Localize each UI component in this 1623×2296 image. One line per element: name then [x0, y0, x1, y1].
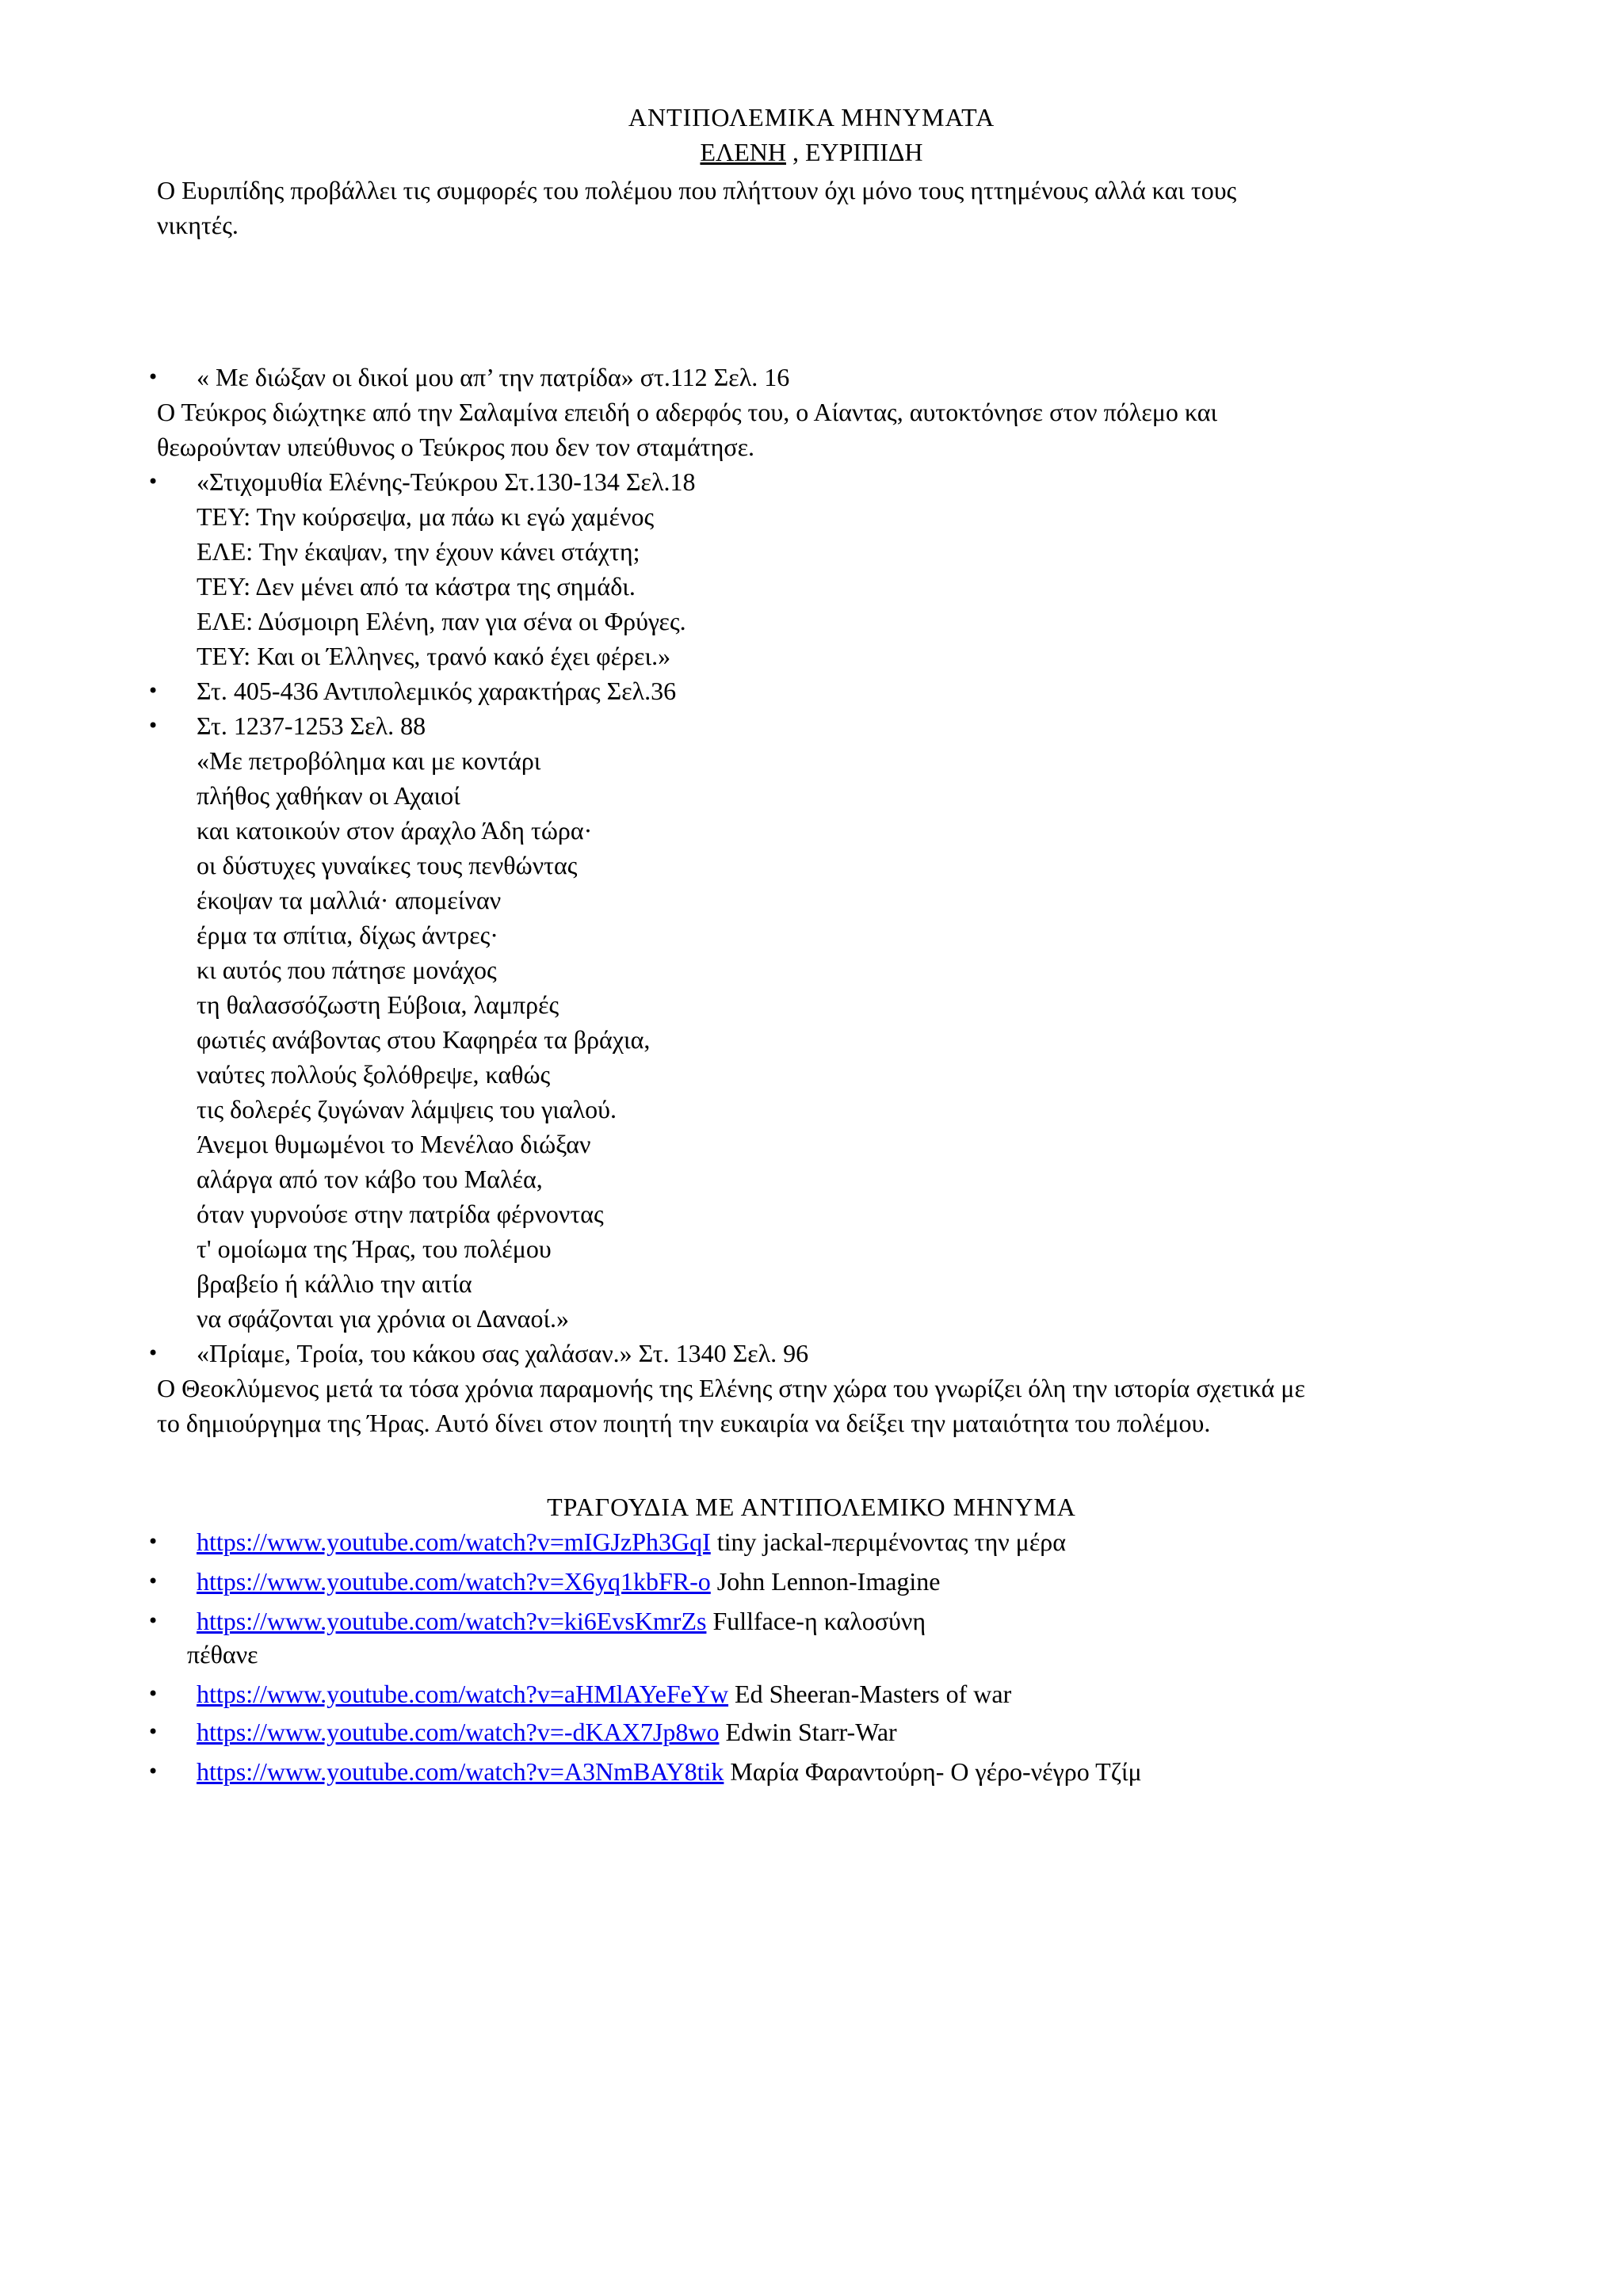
song-description: tiny jackal-περιμένοντας την μέρα [710, 1527, 1066, 1556]
song-link[interactable]: https://www.youtube.com/watch?v=A3NmBAY8tik [197, 1757, 724, 1786]
theoclymenus-paragraph [157, 1371, 1520, 1440]
paragraph-line: Ο Τεύκρος διώχτηκε από την Σαλαμίνα επειδή ο αδερφός του, ο Αίαντας, αυτοκτόνησε στον πόλεμο και [157, 398, 1218, 426]
poem-line: τη θαλασσόζωστη Εύβοια, λαμπρές [197, 990, 559, 1019]
poem-line: και κατοικούν στον άραχλο Άδη τώρα· [197, 816, 593, 845]
paragraph-line: το δημιούργημα της Ήρας. Αυτό δίνει στον ποιητή την ευκαιρία να δείξει την ματαιότητα του πολέμου. [157, 1409, 1211, 1437]
intro-paragraph [157, 173, 1520, 242]
song-description: Μαρία Φαραντούρη- Ο γέρο-νέγρο Τζίμ [724, 1757, 1142, 1786]
bullet-icon: • [147, 1610, 159, 1632]
poem-line: βραβείο ή κάλλιο την αιτία [197, 1269, 472, 1298]
bullet-text: «Στιχομυθία Ελένης-Τεύκρου Στ.130-134 Σελ.18 [197, 467, 696, 496]
dialogue-line: ΤΕΥ: Και οι Έλληνες, τρανό κακό έχει φέρει.» [197, 642, 671, 670]
bullet-icon: • [147, 471, 159, 493]
bullet-icon: • [147, 1760, 159, 1783]
bullet-icon: • [147, 1721, 159, 1743]
list-item [0, 1336, 1623, 1371]
poem-line: όταν γυρνούσε στην πατρίδα φέρνοντας [197, 1199, 604, 1228]
songs-heading: ΤΡΑΓΟΥΔΙΑ ΜΕ ΑΝΤΙΠΟΛΕΜΙΚΟ ΜΗΝΥΜΑ [547, 1493, 1076, 1521]
bullet-text: «Πρίαμε, Τροία, του κάκου σας χαλάσαν.» Στ. 1340 Σελ. 96 [197, 1339, 809, 1367]
intro-line: νικητές. [157, 211, 239, 239]
song-description: John Lennon-Imagine [710, 1567, 941, 1596]
list-item [0, 464, 1623, 499]
poem-line: να σφάζονται για χρόνια οι Δαναοί.» [197, 1304, 570, 1333]
bullet-icon: • [147, 1570, 159, 1592]
list-item [0, 673, 1623, 708]
poem-line: «Με πετροβόλημα και με κοντάρι [197, 746, 541, 775]
song-item [0, 1714, 1623, 1749]
poem-line: οι δύστυχες γυναίκες τους πενθώντας [197, 851, 578, 879]
bullet-text: Στ. 405-436 Αντιπολεμικός χαρακτήρας Σελ.36 [197, 677, 677, 705]
song-item [0, 1564, 1623, 1599]
song-item [0, 1754, 1623, 1789]
song-description: Edwin Starr-War [719, 1718, 897, 1746]
poem-line: ναύτες πολλούς ξολόθρεψε, καθώς [197, 1060, 551, 1089]
song-item [0, 1524, 1623, 1559]
song-link[interactable]: https://www.youtube.com/watch?v=aHMlAYeFeYw [197, 1680, 729, 1708]
poem-line: έρμα τα σπίτια, δίχως άντρες· [197, 921, 498, 949]
song-item [0, 1604, 1623, 1638]
bullet-text: Στ. 1237-1253 Σελ. 88 [197, 711, 426, 740]
page-title: ΑΝΤΙΠΟΛΕΜΙΚΑ ΜΗΝΥΜΑΤΑ [628, 103, 995, 132]
bullet-icon: • [147, 1342, 159, 1364]
song-link[interactable]: https://www.youtube.com/watch?v=mIGJzPh3GqI [197, 1527, 711, 1556]
song-item [0, 1676, 1623, 1711]
bullet-icon: • [147, 1683, 159, 1705]
song-description: Fullface-η καλοσύνη [706, 1607, 926, 1635]
poem-line: τις δολερές ζυγώναν λάμψεις του γιαλού. [197, 1095, 617, 1123]
song-link[interactable]: https://www.youtube.com/watch?v=-dKAX7Jp8wo [197, 1718, 720, 1746]
paragraph-line: Ο Θεοκλύμενος μετά τα τόσα χρόνια παραμονής της Ελένης στην χώρα του γνωρίζει όλη την ιστορία σχετικά με [157, 1374, 1305, 1402]
bullet-icon: • [147, 366, 159, 388]
list-item [0, 360, 1623, 395]
bullet-text: « Με διώξαν οι δικοί μου απ’ την πατρίδα» στ.112 Σελ. 16 [197, 363, 790, 391]
dialogue-line: ΤΕΥ: Δεν μένει από τα κάστρα της σημάδι. [197, 572, 636, 601]
page-subtitle [0, 135, 1623, 170]
poem-line: κι αυτός που πάτησε μονάχος [197, 955, 497, 984]
song-link[interactable]: https://www.youtube.com/watch?v=X6yq1kbFR-o [197, 1567, 711, 1596]
dialogue-line: ΕΛΕ: Δύσμοιρη Ελένη, παν για σένα οι Φρύγες. [197, 607, 686, 635]
poem-line: αλάργα από τον κάβο του Μαλέα, [197, 1165, 543, 1193]
poem-line: φωτιές ανάβοντας στου Καφηρέα τα βράχια, [197, 1025, 651, 1054]
song-description-wrap: πέθανε [187, 1640, 258, 1669]
poem-line: Άνεμοι θυμωμένοι το Μενέλαο διώξαν [197, 1130, 591, 1158]
poem-line: έκοψαν τα μαλλιά· απομείναν [197, 886, 502, 914]
bullet-icon: • [147, 680, 159, 702]
song-description: Ed Sheeran-Masters of war [728, 1680, 1012, 1708]
poem-line: πλήθος χαθήκαν οι Αχαιοί [197, 781, 460, 810]
subtitle-play: ΕΛΕΝΗ [700, 138, 786, 166]
subtitle-author: , ΕΥΡΙΠΙΔΗ [785, 138, 923, 166]
dialogue-line: ΤΕΥ: Την κούρσεψα, μα πάω κι εγώ χαμένος [197, 502, 655, 531]
list-item [0, 708, 1623, 743]
dialogue-line: ΕΛΕ: Την έκαψαν, την έχουν κάνει στάχτη; [197, 537, 640, 566]
song-link[interactable]: https://www.youtube.com/watch?v=ki6EvsKmrZs [197, 1607, 707, 1635]
bullet-icon: • [147, 715, 159, 737]
bullet-icon: • [147, 1531, 159, 1553]
dialogue-block [197, 499, 686, 673]
poem-line: τ' ομοίωμα της Ήρας, του πολέμου [197, 1234, 552, 1263]
intro-line: Ο Ευριπίδης προβάλλει τις συμφορές του πολέμου που πλήττουν όχι μόνο τους ηττημένους αλλά και τους [157, 176, 1237, 204]
paragraph-line: θεωρούνταν υπεύθυνος ο Τεύκρος που δεν τον σταμάτησε. [157, 433, 754, 461]
teucer-paragraph [157, 395, 1520, 464]
poem-block [197, 743, 650, 1336]
